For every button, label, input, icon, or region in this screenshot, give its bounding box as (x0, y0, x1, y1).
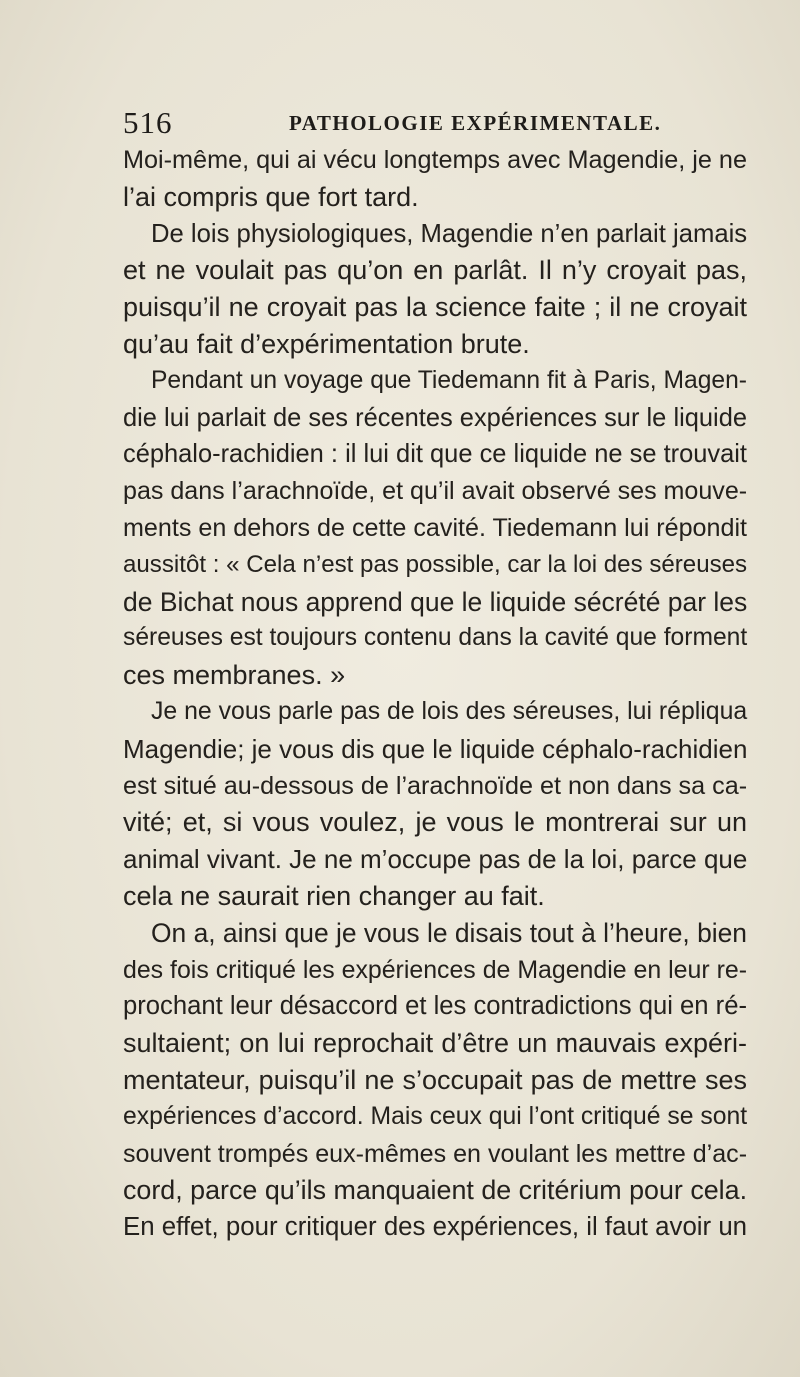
page-header (123, 103, 743, 143)
text-line: souvent trompés eux-mêmes en voulant les mettre d’ac- (123, 1139, 748, 1168)
text-line: prochant leur désaccord et les contradictions qui en ré- (123, 992, 747, 1021)
text-line: cord, parce qu’ils manquaient de critérium pour cela. (123, 1175, 748, 1206)
text-line: vité; et, si vous voulez, je vous le montrerai sur un (123, 807, 747, 838)
text-line: qu’au fait d’expérimentation brute. (123, 328, 530, 359)
text-line: l’ai compris que fort tard. (123, 181, 419, 212)
text-line: puisqu’il ne croyait pas la science faite ; il ne croyait (123, 292, 747, 323)
text-line: De lois physiologiques, Magendie n’en parlait jamais (151, 219, 748, 248)
page-number: 516 (123, 105, 173, 140)
text-line: Je ne vous parle pas de lois des séreuses, lui répliqua (151, 697, 748, 725)
text-line: die lui parlait de ses récentes expériences sur le liquide (123, 403, 747, 432)
text-line: sultaient; on lui reprochait d’être un mauvais expéri- (123, 1028, 747, 1059)
text-line: ces membranes. » (123, 660, 346, 691)
text-line: animal vivant. Je ne m’occupe pas de la loi, parce que (123, 844, 748, 875)
text-line: aussitôt : « Cela n’est pas possible, car la loi des séreuses (123, 550, 748, 578)
text-line: Magendie; je vous dis que le liquide céphalo-rachidien (123, 733, 748, 764)
text-line: séreuses est toujours contenu dans la cavité que forment (123, 624, 748, 652)
text-line: des fois critiqué les expériences de Magendie en leur re- (123, 955, 747, 984)
text-line: céphalo-rachidien : il lui dit que ce liquide ne se trouvait (123, 440, 747, 469)
text-line: Pendant un voyage que Tiedemann fit à Paris, Magen- (151, 366, 747, 394)
text-line: ments en dehors de cette cavité. Tiedemann lui répondit (123, 513, 747, 542)
text-line: de Bichat nous apprend que le liquide sécrété par les (123, 586, 748, 617)
text-line: et ne voulait pas qu’on en parlât. Il n’y croyait pas, (123, 255, 747, 286)
text-line: En effet, pour critiquer des expériences, il faut avoir un (123, 1213, 748, 1242)
body-text (123, 142, 747, 1246)
text-line: Moi-même, qui ai vécu longtemps avec Magendie, je ne (123, 146, 747, 174)
text-line: cela ne saurait rien changer au fait. (123, 880, 545, 911)
text-line: pas dans l’arachnoïde, et qu’il avait observé ses mouve- (123, 477, 748, 506)
text-line: expériences d’accord. Mais ceux qui l’ont critiqué se sont (123, 1102, 748, 1130)
text-line: est situé au-dessous de l’arachnoïde et non dans sa ca- (123, 771, 748, 800)
text-line: On a, ainsi que je vous le disais tout à l’heure, bien (151, 917, 747, 948)
running-head: PATHOLOGIE EXPÉRIMENTALE. (289, 111, 662, 135)
text-line: mentateur, puisqu’il ne s’occupait pas de mettre ses (123, 1064, 747, 1095)
